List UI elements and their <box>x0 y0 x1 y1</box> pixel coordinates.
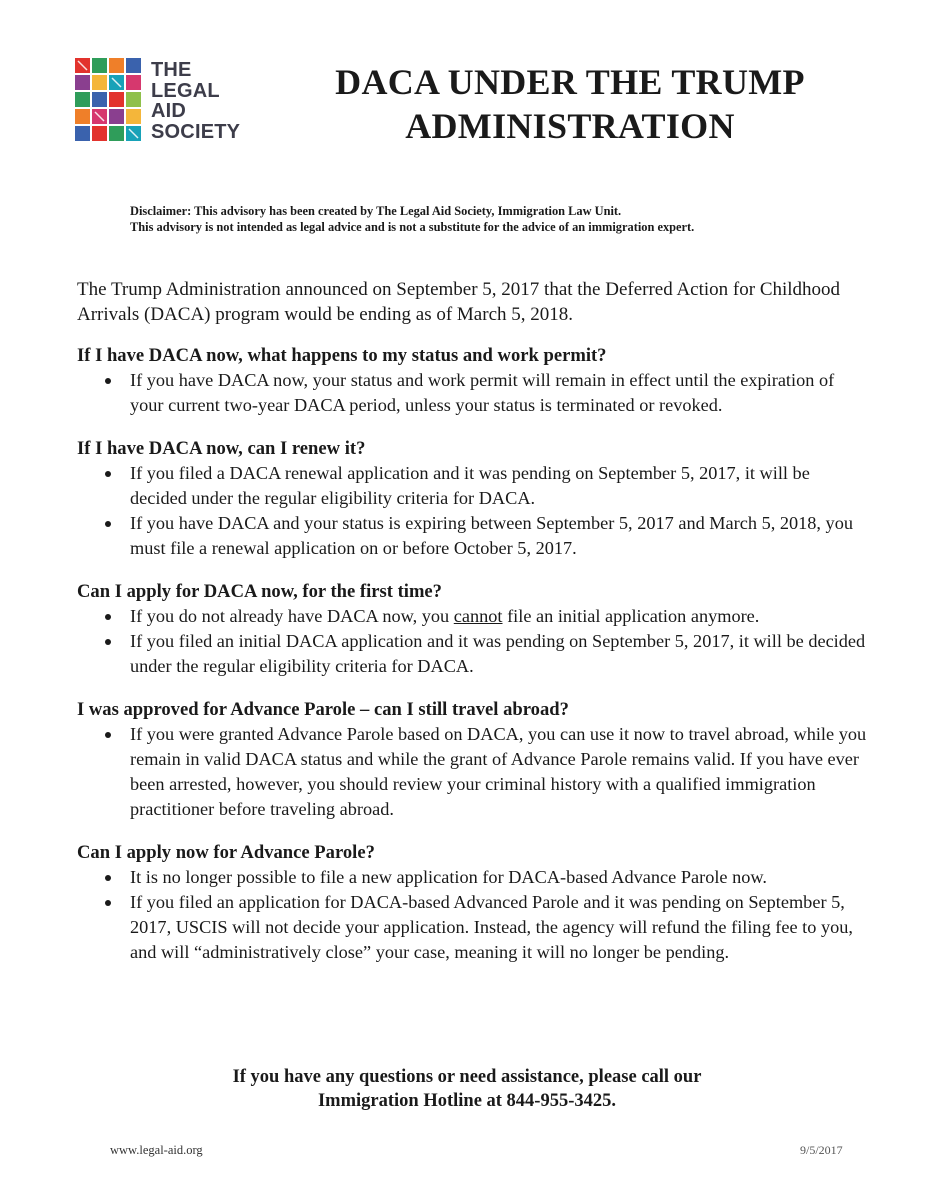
page-title <box>270 60 870 148</box>
bullet-text: If you have DACA and your status is expiring between September 5, 2017 and March 5, 2018, you must file a renewal application on or before October 5, 2017. <box>130 513 853 558</box>
bullet-text: If you filed a DACA renewal application and it was pending on September 5, 2017, it will be decided under the regular eligibility criteria for DACA. <box>130 463 810 508</box>
disclaimer-line-1: Disclaimer: This advisory has been created by The Legal Aid Society, Immigration Law Unit. <box>130 204 622 218</box>
bullet-icon <box>105 378 111 384</box>
logo-line-legal: LEGAL <box>151 79 220 102</box>
section-question: If I have DACA now, can I renew it? <box>77 438 366 459</box>
bullet-item <box>77 461 867 511</box>
bullet-icon <box>105 521 111 527</box>
page-title-line-2: ADMINISTRATION <box>405 106 735 146</box>
section-advance-parole-apply <box>77 840 867 965</box>
bullet-list <box>77 368 867 418</box>
section-advance-parole-travel <box>77 697 867 822</box>
bullet-list <box>77 461 867 561</box>
legal-aid-logo-wordmark <box>151 60 240 142</box>
disclaimer <box>130 203 850 235</box>
bullet-icon <box>105 900 111 906</box>
bullet-item <box>77 865 867 890</box>
bullet-list <box>77 865 867 965</box>
intro-paragraph: The Trump Administration announced on September 5, 2017 that the Deferred Action for Childhood Arrivals (DACA) program would be ending as of March 5, 2018. <box>77 279 841 325</box>
bullet-icon <box>105 614 111 620</box>
bullet-item <box>77 368 867 418</box>
logo-line-the: THE <box>151 59 192 81</box>
bullet-icon <box>105 471 111 477</box>
section-question: If I have DACA now, what happens to my status and work permit? <box>77 345 607 366</box>
section-question: Can I apply now for Advance Parole? <box>77 842 375 863</box>
section-status-work-permit <box>77 343 867 418</box>
bullet-text-underlined: cannot <box>453 606 503 626</box>
logo-line-society: SOCIETY <box>151 120 241 143</box>
bullet-text-after: file an initial application anymore. <box>502 606 760 626</box>
section-first-time-application <box>77 579 867 679</box>
bullet-item <box>77 511 867 561</box>
bullet-list <box>77 604 867 679</box>
section-renewal <box>77 436 867 561</box>
bullet-icon <box>105 732 111 738</box>
section-question: Can I apply for DACA now, for the first time? <box>77 581 442 602</box>
bullet-text: If you were granted Advance Parole based on DACA, you can use it now to travel abroad, while you remain in valid DACA status and while the grant of Advance Parole remains valid. If you have ever been arrested, however, you should review your criminal history with a qualified immigration practitioner before traveling abroad. <box>130 724 867 819</box>
bullet-text-before: If you do not already have DACA now, you <box>130 606 454 626</box>
bullet-item <box>77 890 867 965</box>
bullet-item <box>77 629 867 679</box>
bullet-list <box>77 722 867 822</box>
section-question: I was approved for Advance Parole – can I still travel abroad? <box>77 699 569 720</box>
footer-date: 9/5/2017 <box>800 1143 843 1157</box>
bullet-item <box>77 722 867 822</box>
legal-aid-logo <box>75 58 260 148</box>
disclaimer-line-2: This advisory is not intended as legal advice and is not a substitute for the advice of an immigration expert. <box>130 220 695 234</box>
advisory-content <box>77 277 867 983</box>
closing-line-1: If you have any questions or need assistance, please call our <box>232 1067 702 1087</box>
bullet-icon <box>105 875 111 881</box>
logo-line-aid: AID <box>151 100 187 122</box>
bullet-text: If you filed an initial DACA application and it was pending on September 5, 2017, it will be decided under the regular eligibility criteria for DACA. <box>130 631 866 676</box>
legal-aid-logo-mark-icon <box>75 58 143 146</box>
bullet-text: If you filed an application for DACA-based Advanced Parole and it was pending on September 5, 2017, USCIS will not decide your application. Instead, the agency will refund the filing fee to you, and will “administratively close” your case, meaning it will no longer be pending. <box>130 892 853 962</box>
bullet-item <box>77 604 867 629</box>
closing-line-2: Immigration Hotline at 844-955-3425. <box>317 1091 617 1111</box>
bullet-icon <box>105 639 111 645</box>
footer-website: www.legal-aid.org <box>110 1143 203 1157</box>
closing-hotline-note <box>77 1065 857 1113</box>
page-title-line-1: DACA UNDER THE TRUMP <box>335 62 805 102</box>
bullet-text: If you have DACA now, your status and work permit will remain in effect until the expiration of your current two-year DACA period, unless your status is terminated or revoked. <box>130 370 835 415</box>
bullet-text: It is no longer possible to file a new application for DACA-based Advance Parole now. <box>130 867 767 887</box>
